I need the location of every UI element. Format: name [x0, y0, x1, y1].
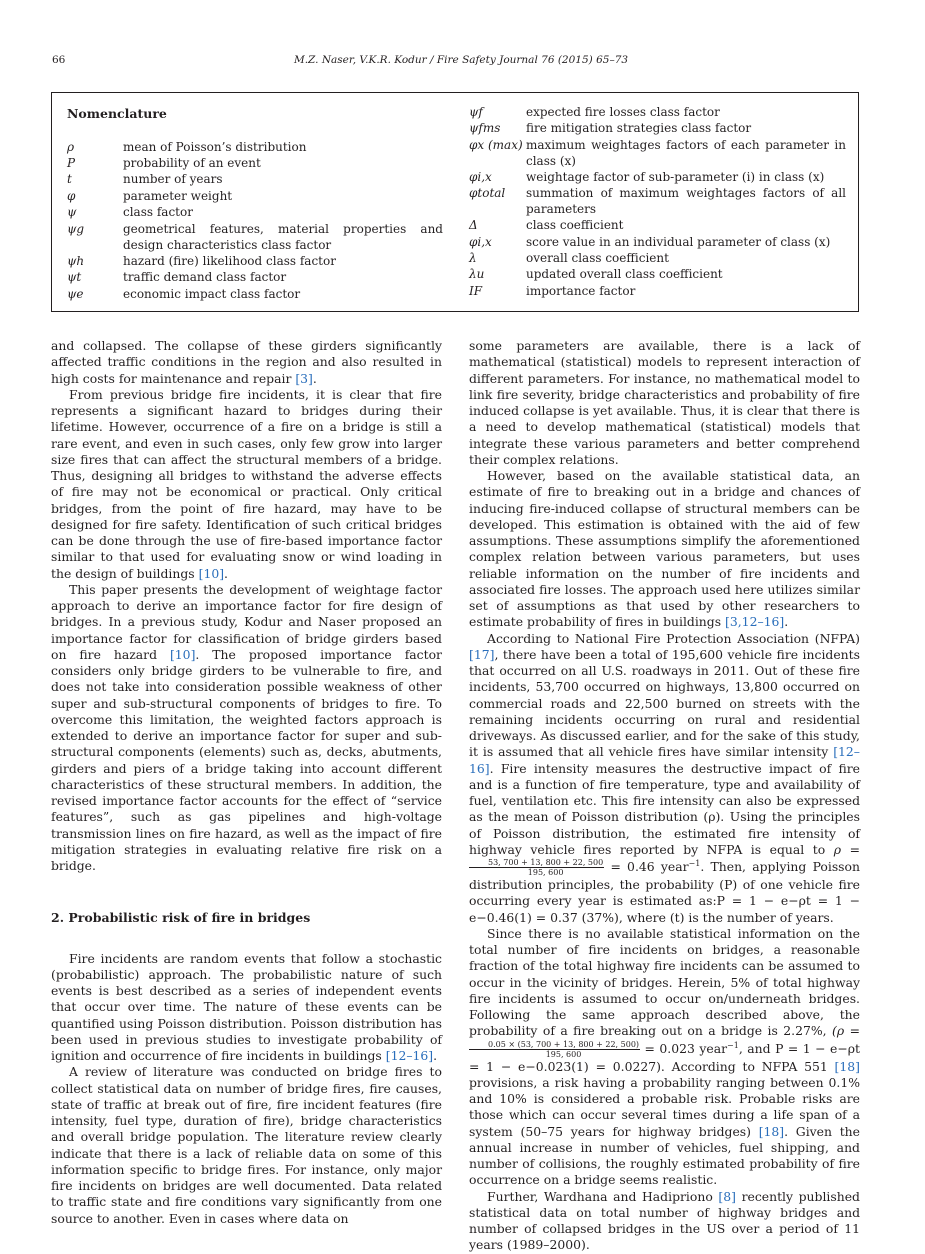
nomenclature-symbol: IF [469, 284, 483, 298]
nomenclature-symbol: P [67, 156, 76, 170]
paragraph: Further, Wardhana and Hadipriono [8] recently published statistical data on total number of highway bridges and number of collapsed bridges in the US over a period of 11 years (1989–2000). [469, 1188, 860, 1253]
page-number: 66 [52, 54, 66, 66]
paragraph: and collapsed. The collapse of these girders significantly affected traffic conditions in the region and also resulted in high costs for maintenance and repair [3]. [51, 338, 442, 386]
nomenclature-definition: score value in an individual parameter of class (x) [526, 235, 831, 249]
paragraph: Fire incidents are random events that follow a stochastic (probabilistic) approach. The probabilistic nature of such events is best described as a series of independent events that occur over time. The nature of these events can be quantified using Poisson distribution. Poisson distribution has been used in previous studies to investigate probability of ignition and occurrence of fire incidents in buildings [12–16]. [51, 950, 442, 1063]
citation-link[interactable]: [12–16] [385, 1048, 434, 1063]
nomenclature-symbol: ψ [67, 205, 77, 219]
nomenclature-definition: hazard (fire) likelihood class factor [123, 254, 336, 268]
paragraph: A review of literature was conducted on bridge fires to collect statistical data on number of bridge fires, fire causes, state of traffic at break out of fire, fire incident features (fire intensity, fuel type, duration of fire), bridge characteristics and overall bridge population. The literature review clearly indicate that there is a lack of reliable data on some of this information specific to bridge fires. For instance, only major fire incidents on bridges are well documented. Data related to traffic state and fire conditions vary significantly from one source to another. Even in cases where data on [51, 1064, 442, 1226]
nomenclature-symbol: ψt [67, 270, 82, 284]
nomenclature-definition: importance factor [526, 284, 636, 298]
running-title: M.Z. Naser, V.K.R. Kodur / Fire Safety Journal 76 (2015) 65–73 [293, 54, 629, 66]
paragraph: Since there is no available statistical information on the total number of fire incidents on bridges, a reasonable fraction of the total highway fire incidents can be assumed to occur in the vicinity of bridges. Herein, 5% of total highway fire incidents is assumed to occur on/underneath bridges. Following the same approach described above, the probability of a fire breaking out on a bridge is 2.27%, (ρ = $\frac{0.05 \times (53, 700 + 13, 800 + 22, 500)}{195, 600}$ = 0.023 year$^{-1}$, and P = 1 − e−ρt = 1 − e−0.023(1) = 0.0227). According to NFPA 551 [18] provisions, a risk having a probability ranging between 0.1% and 10% is considered a probable risk. Probable risks are those which can occur several times during a life span of a system (50–75 years for highway bridges) [18]. Given the annual increase in number of vehicles, fuel shipping, and number of collisions, the roughly estimated probability of fire occurrence on a bridge seems realistic. [469, 925, 860, 1188]
nomenclature-box [51, 92, 859, 312]
nomenclature-symbol: λu [469, 267, 485, 281]
nomenclature-symbol: λ [469, 251, 477, 265]
nomenclature-definition: class factor [123, 205, 193, 219]
section-heading: 2. Probabilistic risk of fire in bridges [51, 910, 311, 926]
citation-link[interactable]: [8] [718, 1188, 736, 1204]
nomenclature-symbol: φi,x [469, 235, 492, 249]
citation-link[interactable]: [3] [295, 370, 313, 386]
paragraph: However, based on the available statistical data, an estimate of fire to breaking out in a bridge and chances of inducing fire-induced collapse of structural members can be developed. This estimation is obtained with the aid of few assumptions. These assumptions simplify the aforementioned complex relation between various parameters, but uses reliable information on the number of fire incidents and associated fire losses. The approach used here utilizes similar set of assumptions as that used by other researchers to estimate probability of fires in buildings [3,12–16]. [469, 468, 860, 630]
paragraph: This paper presents the development of weightage factor approach to derive an importance factor for fire design of bridges. In a previous study, Kodur and Naser proposed an importance factor for classification of bridge girders based on fire hazard [10]. The proposed importance factor considers only bridge girders to be vulnerable to fire, and does not take into consideration possible weakness of other super and sub-structural components of bridges to fire. To overcome this limitation, the weighted factors approach is extended to derive an importance factor for super and sub-structural components (elements) such as, decks, abutments, girders and piers of a bridge taking into account different characteristics of these structural members. In addition, the revised importance factor accounts for the effect of “service features”, such as gas pipelines and high-voltage transmission lines on fire hazard, as well as the impact of fire mitigation strategies in evaluating relative fire risk on a bridge. [51, 581, 442, 873]
paragraph: According to National Fire Protection Association (NFPA) [17], there have been a total of 195,600 vehicle fire incidents that occurred on all U.S. roadways in 2011. Out of these fire incidents, 53,700 occurred on highways, 13,800 occurred on commercial roads and 22,500 burned on streets with the remaining incidents occurring on rural and residential driveways. As discussed earlier, and for the sake of this study, it is assumed that all vehicle fires have similar intensity [12–16]. Fire intensity measures the destructive impact of fire and is a function of fire temperature, type and availability of fuel, ventilation etc. This fire intensity can also be expressed as the mean of Poisson distribution (ρ). Using the principles of Poisson distribution, the estimated fire intensity of highway vehicle fires reported by NFPA is equal to ρ = $\frac{53, 700 + 13, 800 + 22, 500}{195, 600}$ = 0.46 year$^{-1}$. Then, applying Poisson distribution principles, the probability (P) of one vehicle fire occurring every year is estimated as:P = 1 − e−ρt = 1 − e−0.46(1) = 0.37 (37%), where (t) is the number of years. [469, 630, 860, 925]
nomenclature-symbol: ψg [67, 222, 85, 236]
nomenclature-definition: traffic demand class factor [123, 270, 287, 284]
nomenclature-definition: parameter weight [123, 189, 233, 203]
citation-link[interactable]: [18] [834, 1058, 860, 1074]
citation-link[interactable]: [17] [469, 646, 495, 662]
nomenclature-definition: expected fire losses class factor [526, 105, 720, 119]
nomenclature-definition: weightage factor of sub-parameter (i) in class (x) [526, 170, 825, 184]
nomenclature-definition: maximum weightages factors of each parameter in class (x) [526, 138, 846, 169]
nomenclature-symbol: φi,x [469, 170, 492, 184]
nomenclature-symbol: ψh [67, 254, 85, 268]
right-column [469, 338, 860, 1254]
citation-link[interactable]: [3,12–16] [725, 614, 785, 630]
nomenclature-symbol: t [67, 172, 72, 186]
nomenclature-symbol: ψfms [469, 121, 501, 135]
nomenclature-definition: number of years [123, 172, 223, 186]
nomenclature-symbol: ψe [67, 287, 84, 301]
nomenclature-symbol: Δ [469, 218, 478, 232]
nomenclature-symbol: φ [67, 189, 76, 203]
nomenclature-definition: probability of an event [123, 156, 261, 170]
paragraph: From previous bridge fire incidents, it is clear that fire represents a significant hazard to bridges during their lifetime. However, occurrence of a fire on a bridge is still a rare event, and even in such cases, only few grow into larger size fires that can affect the structural members of a bridge. Thus, designing all bridges to withstand the adverse effects of fire may not be economical or practical. Only critical bridges, from the point of fire hazard, may have to be designed for fire safety. Identification of such critical bridges can be done through the use of fire-based importance factor similar to that used for evaluating snow or wind loading in the design of buildings [10]. [51, 386, 442, 581]
page-header [52, 54, 870, 70]
equation-rho: ρ = $\frac{53, 700 + 13, 800 + 22, 500}{195, 600}$ = 0.46 year$^{-1}$ [469, 842, 860, 874]
nomenclature-definition: geometrical features, material properties and design characteristics class factor [123, 222, 443, 253]
nomenclature-symbol: φtotal [469, 186, 506, 200]
nomenclature-definition: summation of maximum weightages factors of all parameters [526, 186, 846, 217]
nomenclature-title: Nomenclature [67, 106, 167, 121]
citation-link[interactable]: [10] [198, 565, 225, 581]
nomenclature-definition: class coefficient [526, 218, 624, 232]
left-column [51, 338, 442, 1227]
nomenclature-definition: fire mitigation strategies class factor [526, 121, 752, 135]
nomenclature-definition: economic impact class factor [123, 287, 301, 301]
nomenclature-definition: mean of Poisson’s distribution [123, 140, 307, 154]
nomenclature-symbol: ρ [67, 140, 75, 154]
equation-rho-bridge: (ρ = $\frac{0.05 \times (53, 700 + 13, 800 + 22, 500)}{195, 600}$ = 0.023 year$^{-1}$, [469, 1023, 860, 1055]
nomenclature-definition: overall class coefficient [526, 251, 669, 265]
nomenclature-symbol: ψf [469, 105, 483, 119]
nomenclature-definition: updated overall class coefficient [526, 267, 723, 281]
nomenclature-symbol: φx (max) [469, 138, 523, 152]
citation-link[interactable]: [18] [758, 1123, 785, 1139]
paragraph: some parameters are available, there is a lack of mathematical (statistical) models to represent interaction of different parameters. For instance, no mathematical model to link fire severity, bridge characteristics and probability of fire induced collapse is yet available. Thus, it is clear that there is a need to develop mathematical (statistical) models that integrate these various parameters and better comprehend their complex relations. [469, 338, 860, 467]
citation-link[interactable]: [12–16] [469, 744, 860, 776]
citation-link[interactable]: [10] [169, 646, 196, 662]
